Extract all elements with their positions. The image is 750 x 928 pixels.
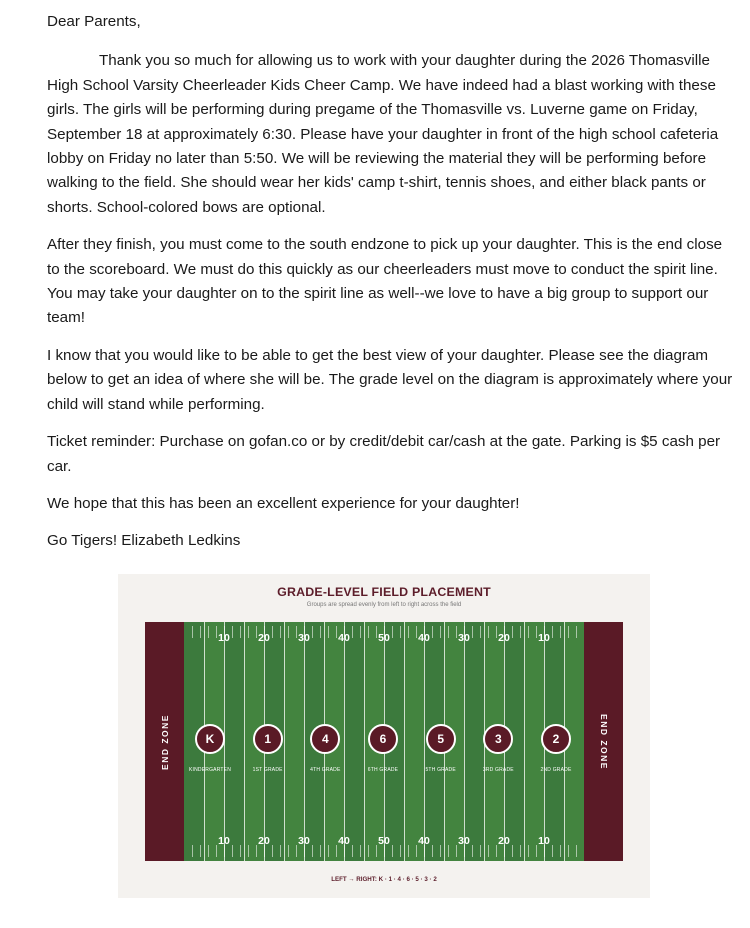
- hash-mark: [336, 626, 337, 638]
- group-marker: 6: [368, 724, 398, 754]
- yard-number-top: 40: [418, 632, 430, 644]
- yard-number-bottom: 50: [378, 835, 390, 847]
- hash-mark: [192, 845, 193, 857]
- hash-mark: [496, 626, 497, 638]
- hash-mark: [400, 626, 401, 638]
- yard-number-bottom: 10: [218, 835, 230, 847]
- hash-mark: [496, 845, 497, 857]
- yard-number-top: 40: [338, 632, 350, 644]
- hash-mark: [568, 626, 569, 638]
- yard-number-bottom: 30: [458, 835, 470, 847]
- hash-mark: [336, 845, 337, 857]
- endzone-right: [584, 622, 623, 861]
- hash-mark: [376, 626, 377, 638]
- yard-line: [284, 622, 285, 861]
- paragraph-camp-details: Thank you so much for allowing us to work with your daughter during the 2026 Thomasville High School Varsity Cheerleader Kids Cheer Camp. We have indeed had a blast working with these girls. The girls will be performing during pregame of the Thomasville vs. Luverne game on Friday, September 18 at approximately 6:30. Please have your daughter in front of the high school cafeteria lobby on Friday no later than 5:50. We will be reviewing the material they will be performing before walking to the field. She should wear her kids' camp t-shirt, tennis shoes, and either black pants or shorts. School-colored bows are optional.: [47, 52, 719, 216]
- hash-mark: [272, 626, 273, 638]
- endzone-right-label: END ZONE: [598, 713, 609, 770]
- hash-mark: [552, 626, 553, 638]
- group-label: KINDERGARTEN: [188, 767, 232, 773]
- hash-mark: [408, 845, 409, 857]
- hash-mark: [296, 845, 297, 857]
- hash-mark: [248, 626, 249, 638]
- hash-mark: [536, 626, 537, 638]
- hash-mark: [472, 845, 473, 857]
- hash-mark: [200, 626, 201, 638]
- group-marker: 1: [253, 724, 283, 754]
- yard-number-bottom: 40: [338, 835, 350, 847]
- paragraph-pickup: After they finish, you must come to the south endzone to pick up your daughter. This is the end close to the scoreboard. We must do this quickly as our cheerleaders must move to conduct the spirit line. You may take your daughter on to the spirit line as well--we love to have a big group to support our team!: [47, 236, 723, 327]
- group-label: 2ND GRADE: [540, 767, 572, 773]
- hash-mark: [448, 626, 449, 638]
- hash-mark: [272, 845, 273, 857]
- diagram-subtitle: Groups are spread evenly from left to right across the field: [306, 602, 462, 608]
- hash-mark: [512, 845, 513, 857]
- hash-mark: [480, 626, 481, 638]
- yard-number-top: 20: [498, 632, 510, 644]
- order-note: LEFT → RIGHT: K · 1 · 4 · 6 · 5 · 3 · 2: [331, 876, 437, 883]
- yard-line: [344, 622, 345, 861]
- hash-mark: [216, 845, 217, 857]
- hash-mark: [248, 845, 249, 857]
- endzone-left: [145, 622, 184, 861]
- signoff: Go Tigers! Elizabeth Ledkins: [47, 532, 241, 550]
- hash-mark: [456, 845, 457, 857]
- hash-mark: [480, 845, 481, 857]
- hash-mark: [456, 626, 457, 638]
- hash-mark: [576, 626, 577, 638]
- hash-mark: [560, 626, 561, 638]
- hash-mark: [216, 626, 217, 638]
- hash-mark: [528, 626, 529, 638]
- yard-line: [464, 622, 465, 861]
- hash-mark: [392, 626, 393, 638]
- hash-mark: [288, 626, 289, 638]
- letter-body: [47, 10, 737, 567]
- hash-mark: [432, 845, 433, 857]
- hash-mark: [552, 845, 553, 857]
- hash-mark: [440, 626, 441, 638]
- endzone-left-label: END ZONE: [159, 713, 170, 770]
- hash-mark: [576, 845, 577, 857]
- hash-mark: [568, 845, 569, 857]
- hash-mark: [488, 845, 489, 857]
- paragraph-closing: We hope that this has been an excellent experience for your daughter!: [47, 494, 520, 512]
- yard-line: [424, 622, 425, 861]
- hash-mark: [240, 626, 241, 638]
- hash-mark: [520, 845, 521, 857]
- yard-number-bottom: 20: [258, 835, 270, 847]
- hash-mark: [400, 845, 401, 857]
- yard-number-top: 10: [218, 632, 230, 644]
- hash-mark: [368, 626, 369, 638]
- field-stripe: [284, 622, 304, 861]
- hash-mark: [312, 626, 313, 638]
- yard-number-top: 30: [298, 632, 310, 644]
- hash-mark: [200, 845, 201, 857]
- hash-mark: [352, 845, 353, 857]
- yard-line: [364, 622, 365, 861]
- hash-mark: [416, 626, 417, 638]
- hash-mark: [296, 626, 297, 638]
- hash-mark: [360, 845, 361, 857]
- field-stripe: [404, 622, 424, 861]
- group-label: 4TH GRADE: [310, 767, 341, 773]
- hash-mark: [416, 845, 417, 857]
- hash-mark: [328, 626, 329, 638]
- hash-mark: [280, 626, 281, 638]
- yard-number-bottom: 30: [298, 835, 310, 847]
- group-marker: 4: [310, 724, 340, 754]
- group-label: 5TH GRADE: [425, 767, 456, 773]
- group-label: 3RD GRADE: [482, 767, 514, 773]
- yard-line: [404, 622, 405, 861]
- greeting: Dear Parents,: [47, 13, 141, 30]
- group-marker: 3: [483, 724, 513, 754]
- hash-mark: [208, 626, 209, 638]
- hash-mark: [352, 626, 353, 638]
- hash-mark: [320, 626, 321, 638]
- group-label: 1ST GRADE: [252, 767, 283, 773]
- hash-mark: [232, 845, 233, 857]
- group-marker: K: [195, 724, 225, 754]
- group-marker: 2: [541, 724, 571, 754]
- yard-number-top: 20: [258, 632, 270, 644]
- hash-mark: [360, 626, 361, 638]
- hash-mark: [560, 845, 561, 857]
- hash-mark: [488, 626, 489, 638]
- hash-mark: [448, 845, 449, 857]
- paragraph-view: I know that you would like to be able to get the best view of your daughter. Please see the diagram below to get an idea of where she will be. The grade level on the diagram is approximately where your child will stand while performing.: [47, 346, 733, 413]
- hash-mark: [376, 845, 377, 857]
- yard-number-top: 10: [538, 632, 550, 644]
- field-placement-diagram: [118, 574, 650, 898]
- hash-mark: [256, 626, 257, 638]
- diagram-title: GRADE-LEVEL FIELD PLACEMENT: [277, 585, 491, 599]
- hash-mark: [536, 845, 537, 857]
- yard-number-top: 50: [378, 632, 390, 644]
- hash-mark: [192, 626, 193, 638]
- yard-number-bottom: 40: [418, 835, 430, 847]
- yard-number-bottom: 20: [498, 835, 510, 847]
- hash-mark: [280, 845, 281, 857]
- hash-mark: [392, 845, 393, 857]
- group-marker: 5: [426, 724, 456, 754]
- yard-line: [524, 622, 525, 861]
- hash-mark: [312, 845, 313, 857]
- hash-mark: [208, 845, 209, 857]
- hash-mark: [472, 626, 473, 638]
- hash-mark: [320, 845, 321, 857]
- hash-mark: [432, 626, 433, 638]
- hash-mark: [520, 626, 521, 638]
- football-field: [184, 622, 584, 861]
- hash-mark: [328, 845, 329, 857]
- yard-number-bottom: 10: [538, 835, 550, 847]
- hash-mark: [408, 626, 409, 638]
- hash-mark: [256, 845, 257, 857]
- paragraph-tickets: Ticket reminder: Purchase on gofan.co or by credit/debit car/cash at the gate. Parking is $5 cash per car.: [47, 433, 721, 475]
- hash-mark: [368, 845, 369, 857]
- hash-mark: [288, 845, 289, 857]
- yard-number-top: 30: [458, 632, 470, 644]
- hash-mark: [440, 845, 441, 857]
- hash-mark: [528, 845, 529, 857]
- hash-mark: [512, 626, 513, 638]
- yard-line: [304, 622, 305, 861]
- yard-line: [244, 622, 245, 861]
- group-label: 6TH GRADE: [367, 767, 399, 773]
- hash-mark: [240, 845, 241, 857]
- hash-mark: [232, 626, 233, 638]
